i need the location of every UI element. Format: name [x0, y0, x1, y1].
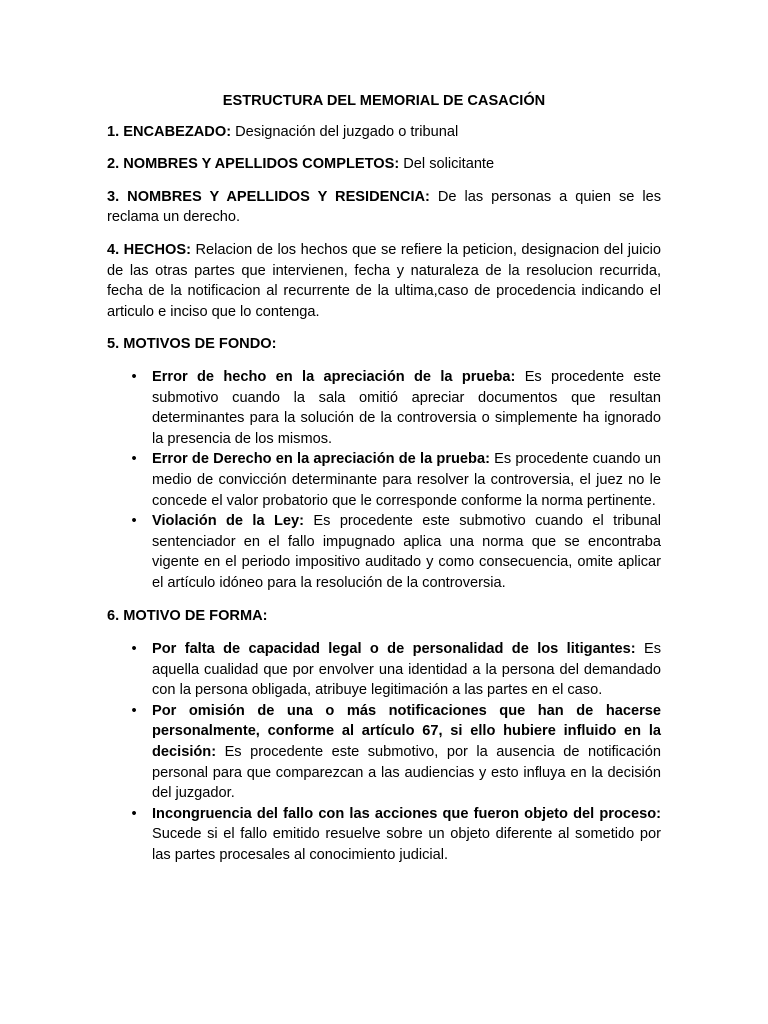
- bullet-icon: •: [131, 368, 137, 385]
- bullet-icon: •: [131, 513, 137, 530]
- item-text: Es procedente este submotivo cuando el tribunal sentenciador en el fallo impugnado aplica una norma que se encontraba vigente en el periodo impositivo auditado y como consecuencia, omite aplicar el artículo idóneo para la resolución de la controversia.: [152, 513, 661, 591]
- bullet-icon: •: [131, 451, 137, 468]
- section-label: 1. ENCABEZADO:: [107, 123, 232, 140]
- section-encabezado: [107, 122, 661, 143]
- list-item: [107, 639, 661, 701]
- section-hechos: [107, 240, 661, 322]
- item-label: Incongruencia del fallo con las acciones que fueron objeto del proceso:: [152, 805, 661, 822]
- item-text: Sucede si el fallo emitido resuelve sobre un objeto diferente al sometido por las partes procesales al conocimiento judicial.: [152, 826, 661, 863]
- list-item: [107, 804, 661, 866]
- item-label: Error de Derecho en la apreciación de la prueba:: [152, 451, 490, 468]
- section-text: Designación del juzgado o tribunal: [231, 123, 459, 140]
- item-label: Por omisión de una o más notificaciones que han de hacerse personalmente, conforme al artículo 67, si ello hubiere influido en la decisión:: [152, 702, 661, 761]
- item-text: Es procedente cuando un medio de convicción determinante para resolver la controversia, el juez no le concede el valor probatorio que le corresponde conforme la norma pertinente.: [152, 451, 661, 509]
- section-text: De las personas a quien se les reclama un derecho.: [107, 188, 661, 226]
- item-text: Es procedente este submotivo, por la ausencia de notificación personal para que comparezcan a las audiencias y esto influya en la decisión del juzgador.: [152, 744, 661, 802]
- list-item: [107, 511, 661, 593]
- item-label: Violación de la Ley:: [152, 513, 304, 530]
- bullet-icon: •: [131, 702, 137, 719]
- list-item: [107, 449, 661, 511]
- section-label: 3. NOMBRES Y APELLIDOS Y RESIDENCIA:: [107, 188, 430, 205]
- section-heading-motivos-fondo: 5. MOTIVOS DE FONDO:: [107, 336, 277, 353]
- list-item: [107, 367, 661, 449]
- motivos-fondo-list: [107, 367, 661, 594]
- section-nombres-completos: [107, 154, 661, 175]
- section-text: Relacion de los hechos que se refiere la peticion, designacion del juicio de las otras partes que intervienen, fecha y naturaleza de la resolucion recurrida, fecha de la notificacion al recurrente de la ultima,caso de procedencia indicando el articulo e inciso que lo contenga.: [107, 241, 662, 320]
- section-text: Del solicitante: [399, 156, 495, 173]
- section-nombres-residencia: [107, 187, 661, 228]
- bullet-icon: •: [131, 805, 137, 822]
- list-item: [107, 701, 661, 804]
- section-label: 2. NOMBRES Y APELLIDOS COMPLETOS:: [107, 156, 400, 173]
- section-label: 4. HECHOS:: [107, 241, 191, 258]
- item-label: Error de hecho en la apreciación de la prueba:: [152, 368, 516, 385]
- item-text: Es procedente este submotivo cuando la sala omitió apreciar documentos que resultan determinantes para la solución de la controversia o simplemente ha ignorado la presencia de los mismos.: [152, 368, 661, 447]
- item-text: Es aquella cualidad que por envolver una identidad a la persona del demandado con la persona obligada, atribuye legitimación a las partes en el caso.: [152, 641, 662, 699]
- bullet-icon: •: [131, 641, 137, 658]
- motivo-forma-list: [107, 639, 661, 866]
- document-title: ESTRUCTURA DEL MEMORIAL DE CASACIÓN: [222, 93, 546, 109]
- item-label: Por falta de capacidad legal o de personalidad de los litigantes:: [152, 641, 636, 658]
- section-heading-motivo-forma: 6. MOTIVO DE FORMA:: [107, 608, 268, 625]
